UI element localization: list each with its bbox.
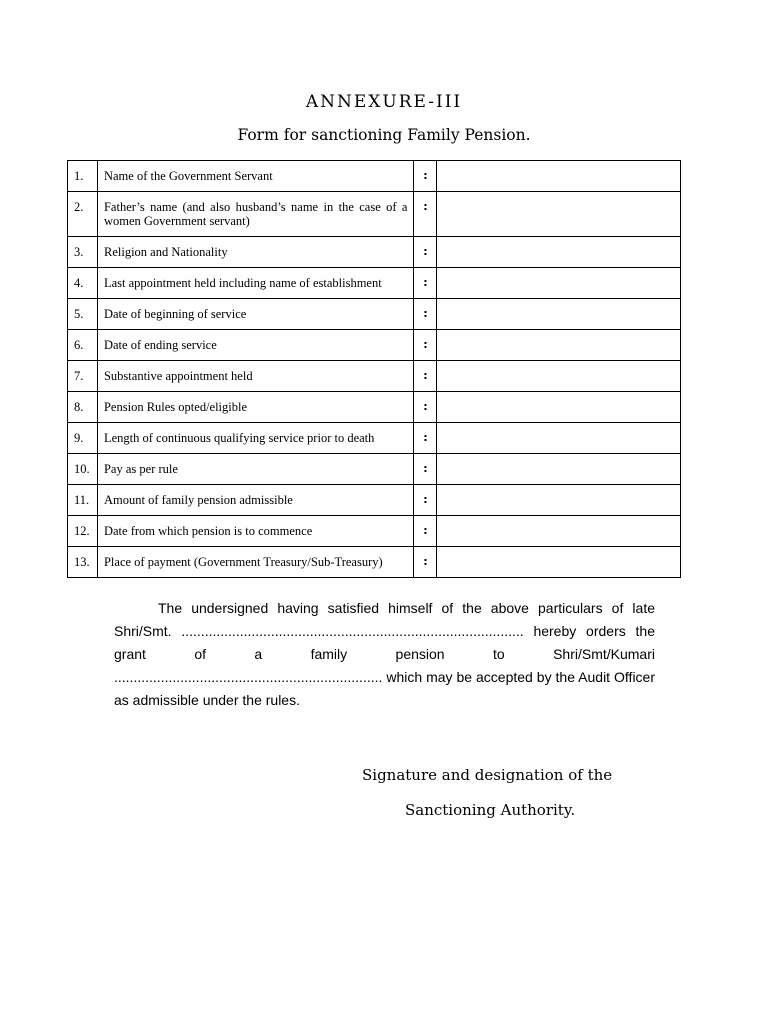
value-field-substantive-appointment[interactable] (437, 361, 681, 392)
row-number: 5. (68, 299, 98, 330)
row-number: 11. (68, 485, 98, 516)
row-label: Place of payment (Government Treasury/Sub-Treasury) (97, 547, 414, 578)
row-label: Date of ending service (97, 330, 414, 361)
colon-separator: : (414, 268, 437, 299)
value-field-place-of-payment[interactable] (437, 547, 681, 578)
value-field-pension-start-date[interactable] (437, 516, 681, 547)
colon-separator: : (414, 547, 437, 578)
colon-separator: : (414, 192, 437, 237)
value-field-pension-amount[interactable] (437, 485, 681, 516)
signature-line: Signature and designation of the (362, 766, 613, 784)
colon-separator: : (414, 423, 437, 454)
colon-separator: : (414, 161, 437, 192)
page-title: ANNEXURE-III (305, 92, 463, 112)
row-label: Date from which pension is to commence (97, 516, 414, 547)
table-row (68, 485, 681, 516)
table-row (68, 237, 681, 268)
value-field-service-start-date[interactable] (437, 299, 681, 330)
value-field-pension-rules[interactable] (437, 392, 681, 423)
row-label: Length of continuous qualifying service prior to death (97, 423, 414, 454)
table-row (68, 192, 681, 237)
row-label: Father’s name (and also husband’s name in the case of a women Government servant) (97, 192, 414, 237)
table-row (68, 330, 681, 361)
row-number: 12. (68, 516, 98, 547)
row-label: Substantive appointment held (97, 361, 414, 392)
declaration-paragraph (114, 597, 655, 712)
colon-separator: : (414, 299, 437, 330)
table-row (68, 547, 681, 578)
row-number: 1. (68, 161, 98, 192)
row-number: 2. (68, 192, 98, 237)
declaration-text: The undersigned having satisfied himself of the above particulars of late Shri/Smt. ........................................................................................ hereby orders the grant of a family pension to Shri/Smt/Kumari ..................................................................... which may be accepted by the Audit Officer as admissible under the rules. (114, 600, 655, 708)
table-row (68, 161, 681, 192)
row-number: 3. (68, 237, 98, 268)
page-subtitle: Form for sanctioning Family Pension. (237, 126, 531, 144)
row-number: 10. (68, 454, 98, 485)
sanctioning-authority-line: Sanctioning Authority. (405, 801, 576, 819)
value-field-pay[interactable] (437, 454, 681, 485)
colon-separator: : (414, 361, 437, 392)
row-label: Amount of family pension admissible (97, 485, 414, 516)
row-label: Name of the Government Servant (97, 161, 414, 192)
row-number: 13. (68, 547, 98, 578)
value-field-father-husband-name[interactable] (437, 192, 681, 237)
row-number: 9. (68, 423, 98, 454)
table-row (68, 423, 681, 454)
row-number: 6. (68, 330, 98, 361)
row-label: Last appointment held including name of establishment (97, 268, 414, 299)
row-label: Religion and Nationality (97, 237, 414, 268)
colon-separator: : (414, 516, 437, 547)
value-field-religion-nationality[interactable] (437, 237, 681, 268)
colon-separator: : (414, 392, 437, 423)
table-row (68, 361, 681, 392)
table-row (68, 299, 681, 330)
row-label: Date of beginning of service (97, 299, 414, 330)
value-field-qualifying-service[interactable] (437, 423, 681, 454)
table-row (68, 516, 681, 547)
row-label: Pension Rules opted/eligible (97, 392, 414, 423)
value-field-last-appointment[interactable] (437, 268, 681, 299)
row-label: Pay as per rule (97, 454, 414, 485)
colon-separator: : (414, 330, 437, 361)
row-number: 4. (68, 268, 98, 299)
value-field-service-end-date[interactable] (437, 330, 681, 361)
value-field-government-servant-name[interactable] (437, 161, 681, 192)
row-number: 8. (68, 392, 98, 423)
row-number: 7. (68, 361, 98, 392)
pension-form-table (67, 160, 681, 578)
colon-separator: : (414, 454, 437, 485)
table-row (68, 392, 681, 423)
table-row (68, 454, 681, 485)
colon-separator: : (414, 485, 437, 516)
colon-separator: : (414, 237, 437, 268)
table-row (68, 268, 681, 299)
